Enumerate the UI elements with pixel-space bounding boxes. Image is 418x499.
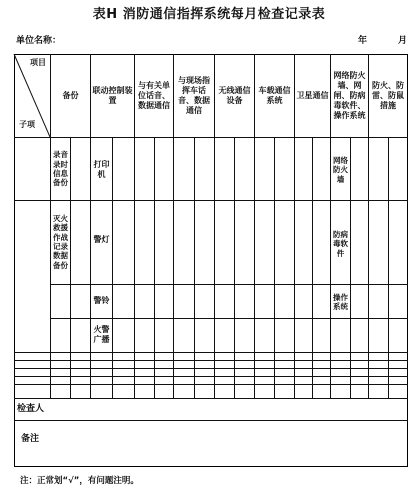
linkage-item-printer: 打印机 [93,160,110,179]
header-col-backup: 备份 [62,91,79,100]
header-col-protection: 防火、防雷、防鼠措施 [372,81,404,110]
header-col-wireless: 无线通信设备 [218,86,251,105]
inspector-label: 检查人 [17,403,45,414]
header-item-label: 项目 [30,58,46,67]
header-col-satellite: 卫星通信 [296,91,329,100]
year-label: 年 [358,36,368,46]
header-col-unit-comm: 与有关单位话音、数据通信 [138,81,170,110]
linkage-item-warning-light: 警灯 [93,235,110,244]
network-item-antivirus: 防病毒软件 [333,229,348,258]
header-col-linkage: 联动控制装置 [92,86,133,105]
linkage-item-alarm-bell: 警铃 [93,296,110,305]
backup-item-recording: 录音录时信息备份 [53,150,68,188]
remarks-label: 备注 [21,434,40,445]
month-label: 月 [398,36,408,46]
header-col-vehicle: 车载通信系统 [258,86,291,105]
backup-item-rescue-data: 灭火救援作战记录数据备份 [53,213,68,270]
network-item-os: 操作系统 [333,292,348,311]
network-item-firewall: 网络防火墙 [333,155,348,184]
page-title: 表H 消防通信指挥系统每月检查记录表 [92,7,326,22]
header-sub-label: 子项 [19,120,35,129]
header-col-field-comm: 与现场指挥车话音、数据通信 [178,76,210,115]
linkage-item-broadcast: 火警广播 [93,325,110,344]
footnote: 注：正常划“√”，有问题注明。 [20,476,139,486]
unit-name-label: 单位名称： [16,36,62,46]
header-col-network: 网络防火墙、网闸、防病毒软件、操作系统 [333,71,366,120]
